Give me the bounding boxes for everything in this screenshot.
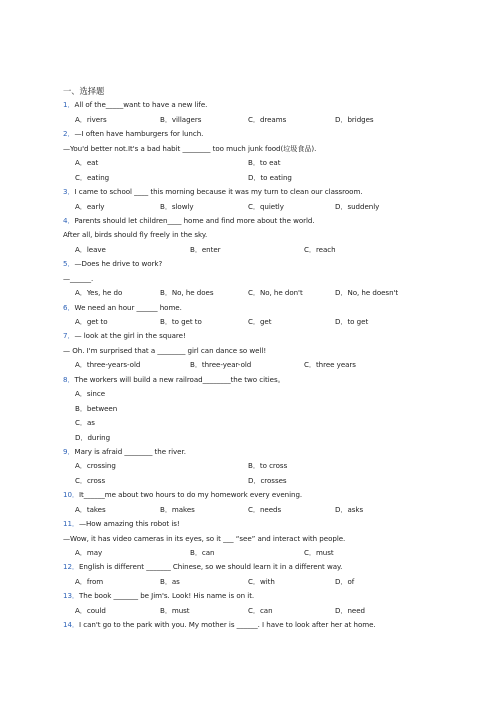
- question-number: 13．: [63, 591, 79, 601]
- option-a: A．get to: [75, 317, 108, 326]
- question-13-options: [63, 604, 463, 618]
- question-number: 12．: [63, 562, 79, 572]
- option-a: A．rivers: [75, 114, 107, 124]
- question-text: —Does he drive to work?: [74, 259, 163, 269]
- question-number: 11．: [63, 519, 79, 529]
- question-4-options: [63, 243, 463, 257]
- question-1-stem: [63, 98, 463, 112]
- option-b: B．to cross: [248, 461, 288, 471]
- question-text: English is different _______ Chinese, so we should learn it in a different way.: [78, 562, 343, 572]
- question-5-stem: [63, 257, 463, 271]
- question-11-extra: —Wow, it has video cameras in its eyes, so it ___ “see” and interact with people.: [63, 533, 346, 543]
- question-list: [63, 84, 463, 633]
- option-b: B．to get to: [160, 317, 202, 326]
- option-d: D．during: [75, 432, 111, 442]
- question-9-options-row1: [63, 459, 463, 473]
- option-c: C．three years: [304, 360, 356, 370]
- option-d: D．bridges: [335, 114, 374, 124]
- question-text: Parents should let children____ home and find more about the world.: [74, 215, 315, 225]
- question-text: —How amazing this robot is!: [78, 519, 180, 529]
- question-13-stem: [63, 589, 463, 603]
- question-6-stem: [63, 301, 463, 315]
- question-12-options: [63, 575, 463, 589]
- option-c: C．cross: [75, 475, 106, 485]
- option-b: B．villagers: [160, 114, 202, 124]
- option-d: D．suddenly: [335, 201, 380, 211]
- question-number: 7．: [63, 331, 75, 341]
- option-c: C．needs: [248, 504, 282, 514]
- option-c: C．must: [304, 548, 334, 557]
- question-14-stem: [63, 618, 463, 632]
- question-2-options-row2: [63, 171, 463, 185]
- question-4-extra: After all, birds should fly freely in the sky.: [63, 230, 208, 240]
- question-number: 10．: [63, 490, 79, 500]
- option-d: D．to get: [335, 317, 369, 326]
- question-text: —I often have hamburgers for lunch.: [74, 129, 204, 139]
- question-text: I can't go to the park with you. My mother is ______. I have to look after her at home.: [78, 620, 376, 630]
- option-a: A．could: [75, 605, 106, 615]
- option-d: D．of: [335, 576, 355, 586]
- question-3-options: [63, 200, 463, 214]
- question-7-options: [63, 358, 463, 372]
- option-b: B．can: [190, 548, 215, 557]
- option-a: A．three-years-old: [75, 360, 141, 370]
- option-d: D．need: [335, 605, 365, 615]
- option-c: C．with: [248, 576, 275, 586]
- question-2-stem: [63, 127, 463, 141]
- option-c: C．quietly: [248, 201, 284, 211]
- option-c: C．get: [248, 317, 272, 326]
- question-12-stem: [63, 560, 463, 574]
- option-d: D．crosses: [248, 475, 287, 485]
- question-5-extra: —______.: [63, 273, 94, 283]
- question-9-options-row2: [63, 474, 463, 488]
- option-a: A．eat: [75, 158, 99, 168]
- question-7-extra: — Oh. I'm surprised that a ________ girl can dance so well!: [63, 345, 267, 355]
- question-11-options: [63, 546, 463, 560]
- option-a: A．crossing: [75, 461, 116, 471]
- question-5-options: [63, 286, 463, 300]
- question-10-stem: [63, 488, 463, 502]
- option-a: A．Yes, he do: [75, 288, 123, 298]
- question-text: The workers will build a new railroad________the two cities。: [74, 374, 285, 384]
- question-number: 14．: [63, 620, 79, 630]
- question-number: 3．: [63, 187, 75, 197]
- question-number: 2．: [63, 129, 75, 139]
- option-a: A．may: [75, 548, 103, 557]
- option-d: D．to eating: [248, 172, 292, 182]
- question-text: It______me about two hours to do my homework every evening.: [78, 490, 303, 500]
- option-b: B．three-year-old: [190, 360, 252, 370]
- option-c: C．No, he don't: [248, 288, 303, 298]
- option-c: C．reach: [304, 244, 336, 254]
- option-b: B．as: [160, 576, 180, 586]
- question-text: Mary is afraid ________ the river.: [74, 446, 186, 456]
- question-text: The book _______ be Jim's. Look! His name is on it.: [78, 591, 255, 601]
- option-b: B．to eat: [248, 158, 281, 168]
- option-b: B．must: [160, 605, 190, 615]
- question-text: I came to school ____ this morning because it was my turn to clean our classroom.: [74, 187, 363, 197]
- option-b: B．slowly: [160, 201, 194, 211]
- question-number: 6．: [63, 302, 75, 312]
- question-4-stem: [63, 214, 463, 228]
- question-10-options: [63, 503, 463, 517]
- option-a: A．from: [75, 576, 104, 586]
- question-8-stem: [63, 373, 463, 387]
- question-9-stem: [63, 445, 463, 459]
- option-a: A．early: [75, 201, 105, 211]
- question-number: 4．: [63, 215, 75, 225]
- option-c: C．can: [248, 605, 273, 615]
- question-text: We need an hour ______ home.: [74, 302, 182, 312]
- option-c: C．as: [75, 418, 95, 428]
- question-text: — look at the girl in the square!: [74, 331, 186, 341]
- question-6-options: [63, 315, 463, 329]
- option-b: B．between: [75, 403, 118, 413]
- option-c: C．eating: [75, 172, 110, 182]
- question-number: 1．: [63, 100, 75, 110]
- option-b: B．enter: [190, 244, 221, 254]
- option-c: C．dreams: [248, 114, 287, 124]
- question-3-stem: [63, 185, 463, 199]
- option-a: A．takes: [75, 504, 106, 514]
- question-number: 8．: [63, 374, 75, 384]
- option-d: D．asks: [335, 504, 364, 514]
- question-2-extra: —You'd better not.It's a bad habit ________ too much junk food(垃圾食品).: [63, 143, 317, 153]
- question-1-options: [63, 113, 463, 127]
- question-text: All of the_____want to have a new life.: [74, 100, 208, 110]
- question-number: 5．: [63, 259, 75, 269]
- section-title: 一、选择题: [63, 86, 105, 96]
- option-a: A．leave: [75, 244, 106, 254]
- option-b: B．No, he does: [160, 288, 214, 298]
- question-11-stem: [63, 517, 463, 531]
- question-7-stem: [63, 329, 463, 343]
- question-number: 9．: [63, 446, 75, 456]
- question-2-options-row1: [63, 156, 463, 170]
- option-b: B．makes: [160, 504, 195, 514]
- option-a: A．since: [75, 389, 106, 399]
- option-d: D．No, he doesn't: [335, 288, 399, 298]
